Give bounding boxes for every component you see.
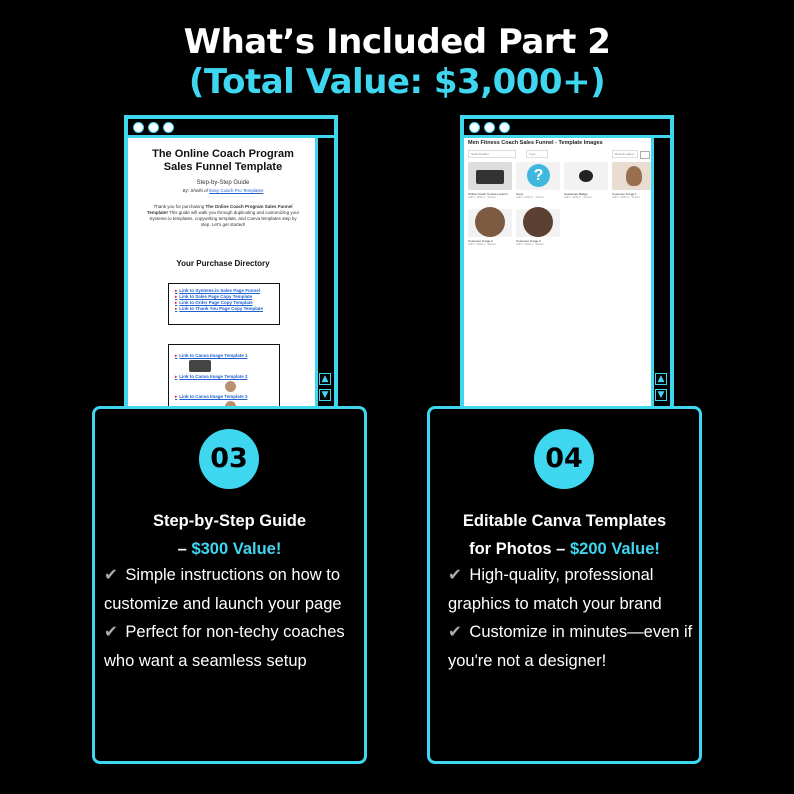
sort-dropdown[interactable]: Recent edited: [612, 150, 638, 158]
template-tile[interactable]: [612, 162, 654, 199]
window-dot-icon: [148, 122, 159, 133]
bullet-item: ✔ Simple instructions on how to customize and launch your page: [104, 565, 342, 613]
tile-meta: 1080 × 1080 px · Shared: [516, 196, 544, 199]
badge-icon: [579, 170, 593, 182]
tile-meta: 1080 × 1080 px · Shared: [468, 243, 496, 246]
tile-meta: 1080 × 1080 px · Shared: [612, 196, 640, 199]
pin-icon: ▸: [175, 374, 178, 379]
tile-image: [516, 209, 560, 237]
doc-link[interactable]: ▸ Link to Canva Image Template 2: [175, 374, 248, 379]
bullet-item: ✔ High-quality, professional graphics to match your brand: [448, 565, 662, 613]
pin-icon: ▸: [175, 306, 178, 311]
window-dot-icon: [469, 122, 480, 133]
tile-image: [612, 162, 654, 190]
pin-icon: ▸: [175, 300, 178, 305]
doc-link[interactable]: ▸ Link to Canva Image Template 3: [175, 394, 248, 399]
scroll-down-icon[interactable]: ▼: [319, 389, 331, 401]
person-photo: [475, 207, 505, 237]
scroll-up-icon[interactable]: ▲: [655, 373, 667, 385]
doc-link[interactable]: ▸ Link to Canva Image Template 1: [175, 353, 248, 358]
pin-icon: ▸: [175, 353, 178, 358]
canva-preview-window: [460, 115, 674, 412]
feature-card-canva: [427, 406, 702, 764]
page-title: What’s Included Part 2: [183, 22, 611, 62]
card-bullets: [448, 561, 695, 675]
card-title-line2: – $300 Value!: [177, 540, 282, 558]
tile-meta: 1080 × 1080 px · Shared: [516, 243, 544, 246]
doc-page: [128, 138, 318, 408]
directory-heading: Your Purchase Directory: [176, 259, 270, 268]
doc-preview-window: [124, 115, 338, 412]
canva-folder: [464, 138, 654, 408]
card-title: [430, 507, 699, 563]
tile-image: [516, 162, 560, 190]
person-photo: [626, 166, 642, 186]
window-dot-icon: [163, 122, 174, 133]
folder-search-input[interactable]: Search folder: [468, 150, 516, 158]
tile-image: [564, 162, 608, 190]
step-number-badge: 03: [199, 429, 259, 489]
tile-name: Icons: [516, 192, 524, 196]
question-icon: ?: [527, 164, 550, 187]
tile-meta: 1080 × 1080 px · Shared: [564, 196, 592, 199]
pin-icon: ▸: [175, 294, 178, 299]
window-dot-icon: [133, 122, 144, 133]
scrollbar[interactable]: [651, 138, 670, 408]
window-titlebar: [464, 119, 670, 138]
person-photo: [523, 207, 553, 237]
card-bullets: [104, 561, 360, 675]
bullet-item: ✔ Perfect for non-techy coaches who want a seamless setup: [104, 622, 345, 670]
window-dot-icon: [484, 122, 495, 133]
doc-intro-start: Thank you for purchasing: [153, 204, 205, 209]
check-icon: ✔: [448, 622, 462, 641]
doc-intro-end: This guide will walk you through duplicating and customizing your Systeme.io templates, copywriting template, and Canva templates step by step. Let's get started!: [149, 210, 300, 227]
tile-name: Customer Image 3: [516, 239, 541, 243]
doc-subtitle: Step-by-Step Guide: [196, 180, 250, 186]
doc-link[interactable]: ▸ Link to Order Page Copy Template: [175, 300, 253, 305]
tile-meta: 1080 × 1080 px · Shared: [468, 196, 496, 199]
check-icon: ✔: [448, 565, 462, 584]
type-filter[interactable]: Type: [526, 150, 548, 158]
template-thumbnail: [189, 360, 211, 372]
tile-name: Customer Image 1: [612, 192, 637, 196]
pin-icon: ▸: [175, 288, 178, 293]
check-icon: ✔: [104, 565, 118, 584]
doc-intro-bold: The Online Coach Program Sales Funnel Template!: [146, 204, 293, 215]
tile-name: Customer Image 2: [468, 239, 493, 243]
folder-title: Men Fitness Coach Sales Funnel - Template Images: [468, 140, 603, 146]
template-thumbnail: [225, 381, 236, 392]
card-title-line1: Step-by-Step Guide: [152, 512, 307, 530]
doc-title: The Online Coach Program Sales Funnel Template: [152, 148, 294, 173]
scrollbar[interactable]: [315, 138, 334, 408]
card-title-line2: for Photos – $200 Value!: [469, 540, 660, 558]
template-tile[interactable]: [516, 209, 560, 246]
doc-byline: [128, 188, 318, 193]
tile-image: [468, 209, 512, 237]
doc-intro: [144, 204, 302, 228]
doc-link[interactable]: ▸ Link to Systeme.io Sales Page Funnel: [175, 288, 261, 293]
purchase-links-box: [168, 283, 280, 325]
template-tile[interactable]: [468, 209, 512, 246]
template-tile[interactable]: [468, 162, 512, 199]
step-number-badge: 04: [534, 429, 594, 489]
tile-name: Guarantee Badge: [564, 192, 588, 196]
grid-view-icon[interactable]: [640, 151, 650, 159]
bullet-item: ✔ Customize in minutes—even if you're not a designer!: [448, 622, 693, 670]
page-subtitle: (Total Value: $3,000+): [188, 62, 606, 102]
card-title: [95, 507, 364, 563]
doc-byline-link[interactable]: Easy Coach Pro Templates: [209, 188, 264, 193]
check-icon: ✔: [104, 622, 118, 641]
canva-links-box: [168, 344, 280, 408]
scroll-up-icon[interactable]: ▲: [319, 373, 331, 385]
doc-byline-prefix: By: Shelbi of: [182, 188, 208, 193]
window-titlebar: [128, 119, 334, 138]
feature-card-guide: [92, 406, 367, 764]
pin-icon: ▸: [175, 394, 178, 399]
window-dot-icon: [499, 122, 510, 133]
scroll-down-icon[interactable]: ▼: [655, 389, 667, 401]
card-value: $300 Value!: [191, 540, 282, 558]
card-value: $200 Value!: [569, 540, 660, 558]
tile-name: Online Coach Course Launch: [468, 192, 508, 196]
doc-link[interactable]: ▸ Link to Sales Page Copy Template: [175, 294, 253, 299]
card-title-line1: Editable Canva Templates: [462, 512, 667, 530]
tile-image: [468, 162, 512, 190]
template-tile[interactable]: [564, 162, 608, 199]
template-tile[interactable]: [516, 162, 560, 199]
doc-link[interactable]: ▸ Link to Thank You Page Copy Template: [175, 306, 264, 311]
